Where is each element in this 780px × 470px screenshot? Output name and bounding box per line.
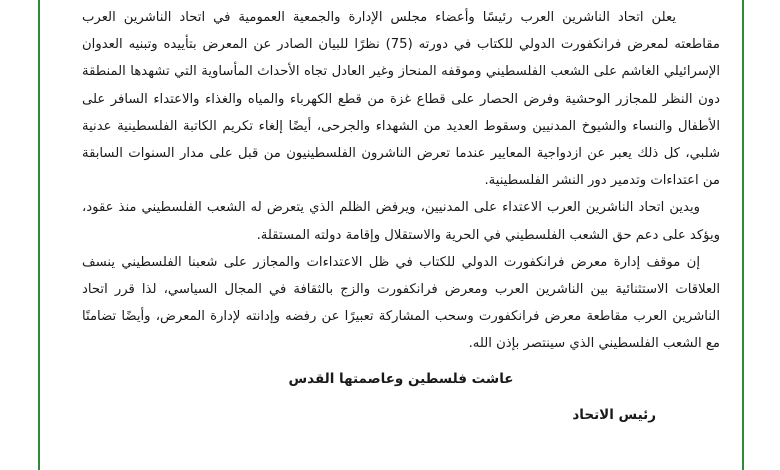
closing-slogan: عاشت فلسطين وعاصمتها القدس [288,370,514,387]
signature-title: رئيس الاتحاد [572,406,656,423]
paragraph-boycott-announcement: يعلن اتحاد الناشرين العرب رئيسًا وأعضاء مجلس الإدارة والجمعية العمومية في اتحاد الناشرين العرب مقاطعته لمعرض فرانكفورت الدولي للكتاب في دورته (75) نظرًا للبيان الصادر عن المعرض بتأييده وتبنيه العدوان الإسرائيلي الغاشم على الشعب الفلسطيني وموقفه المنحاز وغير العادل تجاه الأحداث المأساوية التي تشهدها المنطقة دون النظر للمجازر الوحشية وفرض الحصار على قطاع غزة من قطع الكهرباء والمياه والغذاء والاعتداء السافر على الأطفال والنساء والشيوخ المدنيين وسقوط العديد من الشهداء والجرحى، أيضًا إلغاء تكريم الكاتبة الفلسطينية عدنية شلبي، كل ذلك يعبر عن ازدواجية المعايير عندما تعرض الناشرون الفلسطينيون من قبل على مدار السنوات السابقة من اعتداءات وتدمير دور النشر الفلسطينية. [82,10,720,189]
paragraph-condemnation: ويدين اتحاد الناشرين العرب الاعتداء على المدنيين، ويرفض الظلم الذي يتعرض له الشعب الفلسطيني منذ عقود، ويؤكد على دعم حق الشعب الفلسطيني في الحرية والاستقلال وإقامة دولته المستقلة. [82,200,720,243]
paragraph-decision: إن موقف إدارة معرض فرانكفورت الدولي للكتاب في ظل الاعتداءات والمجازر على شعبنا الفلسطيني ينسف العلاقات الاستثنائية بين الناشرين العرب ومعرض فرانكفورت والزج بالثقافة في المجال السياسي، لذا قرر اتحاد الناشرين العرب مقاطعة معرض فرانكفورت وسحب المشاركة تعبيرًا عن رفضه وإدانته لإدارة المعرض، وأيضًا تضامنًا مع الشعب الفلسطيني الذي سينتصر بإذن الله. [82,254,720,352]
statement-document [82,4,720,428]
